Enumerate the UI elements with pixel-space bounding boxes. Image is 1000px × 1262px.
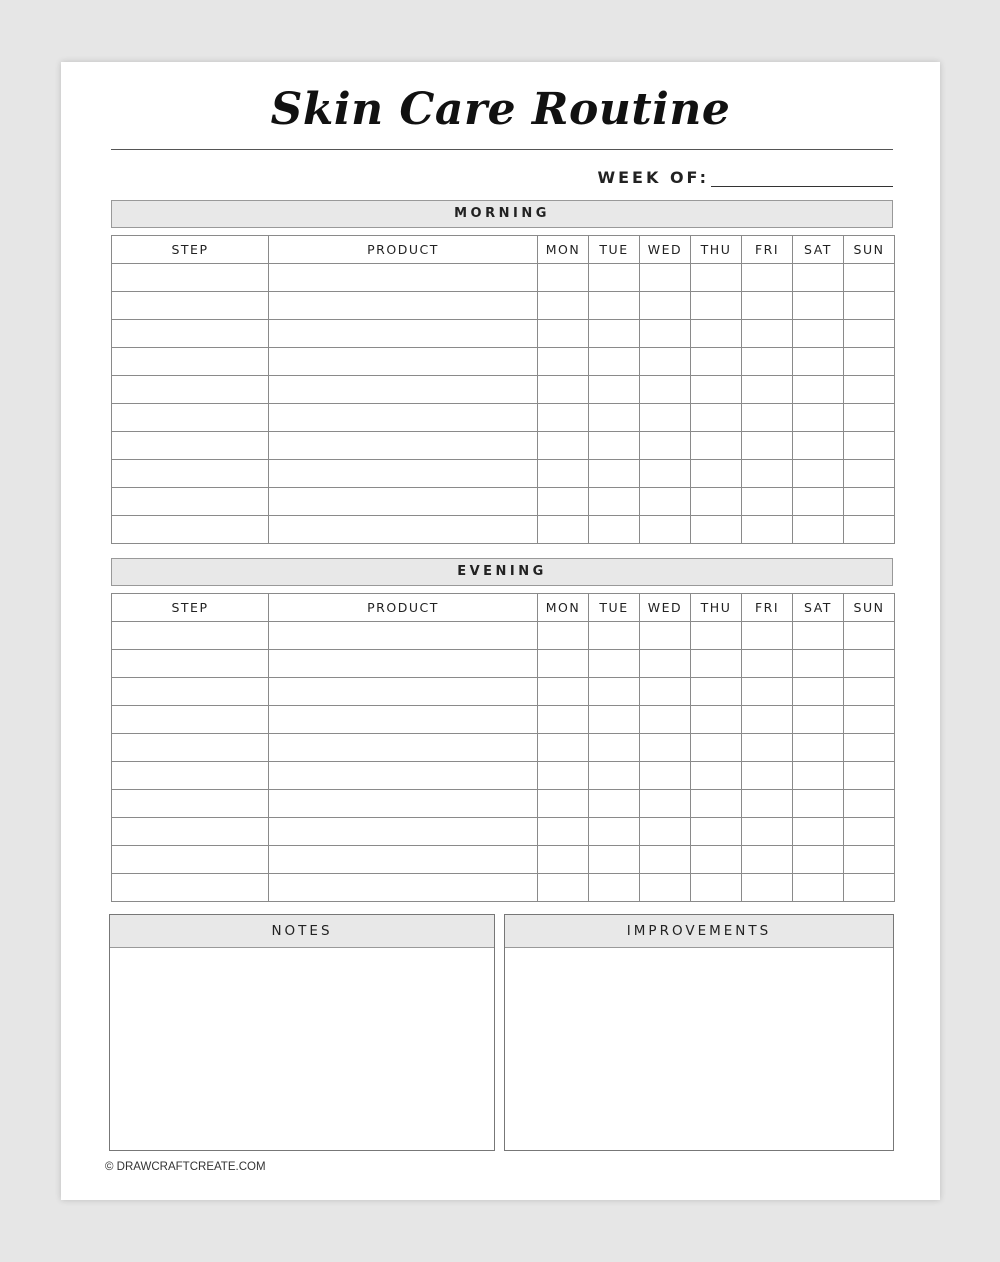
cell-product[interactable] — [269, 846, 538, 874]
cell-wed[interactable] — [640, 846, 691, 874]
cell-product[interactable] — [269, 488, 538, 516]
cell-product[interactable] — [269, 874, 538, 902]
cell-fri[interactable] — [742, 488, 793, 516]
cell-thu[interactable] — [691, 348, 742, 376]
cell-step[interactable] — [112, 488, 269, 516]
cell-sat[interactable] — [793, 818, 844, 846]
cell-sat[interactable] — [793, 404, 844, 432]
cell-mon[interactable] — [538, 432, 589, 460]
cell-product[interactable] — [269, 622, 538, 650]
cell-fri[interactable] — [742, 622, 793, 650]
cell-fri[interactable] — [742, 818, 793, 846]
cell-tue[interactable] — [589, 874, 640, 902]
cell-fri[interactable] — [742, 264, 793, 292]
table-row — [112, 432, 895, 460]
cell-tue[interactable] — [589, 516, 640, 544]
cell-product[interactable] — [269, 404, 538, 432]
cell-thu[interactable] — [691, 706, 742, 734]
cell-fri[interactable] — [742, 846, 793, 874]
cell-product[interactable] — [269, 460, 538, 488]
copyright-footer: © DRAWCRAFTCREATE.COM — [105, 1161, 266, 1173]
cell-thu[interactable] — [691, 818, 742, 846]
cell-product[interactable] — [269, 790, 538, 818]
column-header-sat: SAT — [793, 594, 844, 622]
cell-thu[interactable] — [691, 622, 742, 650]
cell-wed[interactable] — [640, 432, 691, 460]
table-row — [112, 790, 895, 818]
cell-step[interactable] — [112, 790, 269, 818]
column-header-product: PRODUCT — [269, 594, 538, 622]
improvements-header: IMPROVEMENTS — [505, 915, 893, 948]
cell-fri[interactable] — [742, 790, 793, 818]
cell-fri[interactable] — [742, 706, 793, 734]
cell-sun[interactable] — [844, 790, 895, 818]
table-row — [112, 404, 895, 432]
column-header-fri: FRI — [742, 594, 793, 622]
cell-sun[interactable] — [844, 376, 895, 404]
cell-product[interactable] — [269, 762, 538, 790]
cell-thu[interactable] — [691, 376, 742, 404]
cell-product[interactable] — [269, 734, 538, 762]
cell-step[interactable] — [112, 320, 269, 348]
cell-fri[interactable] — [742, 292, 793, 320]
column-header-step: STEP — [112, 594, 269, 622]
cell-tue[interactable] — [589, 706, 640, 734]
cell-thu[interactable] — [691, 678, 742, 706]
week-of-blank-line[interactable] — [711, 170, 893, 187]
cell-step[interactable] — [112, 516, 269, 544]
cell-product[interactable] — [269, 650, 538, 678]
cell-fri[interactable] — [742, 348, 793, 376]
cell-sat[interactable] — [793, 264, 844, 292]
cell-tue[interactable] — [589, 818, 640, 846]
cell-mon[interactable] — [538, 292, 589, 320]
cell-thu[interactable] — [691, 762, 742, 790]
cell-sat[interactable] — [793, 706, 844, 734]
morning-routine-table — [111, 235, 895, 544]
table-row — [112, 264, 895, 292]
cell-thu[interactable] — [691, 734, 742, 762]
cell-sat[interactable] — [793, 762, 844, 790]
column-header-product: PRODUCT — [269, 236, 538, 264]
cell-fri[interactable] — [742, 460, 793, 488]
cell-wed[interactable] — [640, 404, 691, 432]
column-header-wed: WED — [640, 594, 691, 622]
cell-wed[interactable] — [640, 818, 691, 846]
morning-section-header: MORNING — [111, 200, 893, 228]
table-row — [112, 762, 895, 790]
cell-sun[interactable] — [844, 404, 895, 432]
column-header-step: STEP — [112, 236, 269, 264]
cell-sun[interactable] — [844, 622, 895, 650]
cell-product[interactable] — [269, 516, 538, 544]
table-row — [112, 650, 895, 678]
cell-wed[interactable] — [640, 622, 691, 650]
cell-step[interactable] — [112, 292, 269, 320]
cell-sat[interactable] — [793, 678, 844, 706]
cell-sun[interactable] — [844, 734, 895, 762]
column-header-thu: THU — [691, 594, 742, 622]
column-header-sun: SUN — [844, 594, 895, 622]
table-row — [112, 678, 895, 706]
cell-tue[interactable] — [589, 488, 640, 516]
cell-thu[interactable] — [691, 404, 742, 432]
cell-tue[interactable] — [589, 622, 640, 650]
cell-sun[interactable] — [844, 488, 895, 516]
week-of-field — [597, 168, 893, 187]
cell-mon[interactable] — [538, 376, 589, 404]
cell-tue[interactable] — [589, 432, 640, 460]
cell-sun[interactable] — [844, 678, 895, 706]
cell-fri[interactable] — [742, 404, 793, 432]
cell-sun[interactable] — [844, 762, 895, 790]
cell-thu[interactable] — [691, 790, 742, 818]
cell-step[interactable] — [112, 264, 269, 292]
cell-sat[interactable] — [793, 650, 844, 678]
cell-thu[interactable] — [691, 516, 742, 544]
table-row — [112, 320, 895, 348]
title-divider — [111, 149, 893, 150]
cell-wed[interactable] — [640, 762, 691, 790]
cell-mon[interactable] — [538, 762, 589, 790]
cell-product[interactable] — [269, 818, 538, 846]
cell-step[interactable] — [112, 432, 269, 460]
cell-sat[interactable] — [793, 516, 844, 544]
cell-sat[interactable] — [793, 348, 844, 376]
cell-sun[interactable] — [844, 650, 895, 678]
cell-tue[interactable] — [589, 348, 640, 376]
cell-step[interactable] — [112, 460, 269, 488]
cell-mon[interactable] — [538, 790, 589, 818]
cell-mon[interactable] — [538, 348, 589, 376]
cell-mon[interactable] — [538, 818, 589, 846]
cell-tue[interactable] — [589, 650, 640, 678]
cell-mon[interactable] — [538, 264, 589, 292]
cell-fri[interactable] — [742, 762, 793, 790]
cell-mon[interactable] — [538, 404, 589, 432]
cell-step[interactable] — [112, 874, 269, 902]
cell-wed[interactable] — [640, 376, 691, 404]
cell-step[interactable] — [112, 622, 269, 650]
cell-product[interactable] — [269, 678, 538, 706]
cell-tue[interactable] — [589, 762, 640, 790]
cell-step[interactable] — [112, 678, 269, 706]
column-header-mon: MON — [538, 594, 589, 622]
cell-thu[interactable] — [691, 488, 742, 516]
cell-tue[interactable] — [589, 320, 640, 348]
cell-thu[interactable] — [691, 846, 742, 874]
column-header-fri: FRI — [742, 236, 793, 264]
cell-tue[interactable] — [589, 292, 640, 320]
cell-thu[interactable] — [691, 432, 742, 460]
cell-sun[interactable] — [844, 818, 895, 846]
cell-product[interactable] — [269, 376, 538, 404]
cell-step[interactable] — [112, 734, 269, 762]
cell-tue[interactable] — [589, 376, 640, 404]
cell-fri[interactable] — [742, 650, 793, 678]
column-header-tue: TUE — [589, 594, 640, 622]
cell-sun[interactable] — [844, 874, 895, 902]
cell-sun[interactable] — [844, 460, 895, 488]
cell-sat[interactable] — [793, 432, 844, 460]
cell-mon[interactable] — [538, 622, 589, 650]
cell-sun[interactable] — [844, 432, 895, 460]
improvements-box — [504, 914, 894, 1151]
cell-wed[interactable] — [640, 706, 691, 734]
cell-sat[interactable] — [793, 460, 844, 488]
cell-thu[interactable] — [691, 650, 742, 678]
cell-sat[interactable] — [793, 734, 844, 762]
table-row — [112, 516, 895, 544]
cell-tue[interactable] — [589, 734, 640, 762]
cell-step[interactable] — [112, 846, 269, 874]
table-header-row — [112, 236, 895, 264]
cell-sat[interactable] — [793, 846, 844, 874]
week-of-label: WEEK OF: — [597, 168, 709, 187]
cell-fri[interactable] — [742, 874, 793, 902]
table-row — [112, 460, 895, 488]
cell-sun[interactable] — [844, 320, 895, 348]
table-header-row — [112, 594, 895, 622]
cell-tue[interactable] — [589, 460, 640, 488]
cell-mon[interactable] — [538, 460, 589, 488]
table-row — [112, 874, 895, 902]
cell-fri[interactable] — [742, 678, 793, 706]
cell-fri[interactable] — [742, 734, 793, 762]
cell-wed[interactable] — [640, 650, 691, 678]
cell-mon[interactable] — [538, 650, 589, 678]
cell-product[interactable] — [269, 264, 538, 292]
table-row — [112, 488, 895, 516]
table-row — [112, 706, 895, 734]
cell-tue[interactable] — [589, 790, 640, 818]
cell-tue[interactable] — [589, 678, 640, 706]
page-title: Skin Care Routine — [270, 84, 731, 135]
cell-step[interactable] — [112, 706, 269, 734]
cell-sun[interactable] — [844, 516, 895, 544]
cell-sat[interactable] — [793, 376, 844, 404]
cell-mon[interactable] — [538, 874, 589, 902]
notes-header: NOTES — [110, 915, 494, 948]
cell-mon[interactable] — [538, 846, 589, 874]
cell-sun[interactable] — [844, 292, 895, 320]
cell-thu[interactable] — [691, 874, 742, 902]
cell-mon[interactable] — [538, 488, 589, 516]
cell-product[interactable] — [269, 292, 538, 320]
cell-mon[interactable] — [538, 678, 589, 706]
column-header-thu: THU — [691, 236, 742, 264]
cell-wed[interactable] — [640, 678, 691, 706]
cell-mon[interactable] — [538, 706, 589, 734]
cell-sat[interactable] — [793, 488, 844, 516]
cell-fri[interactable] — [742, 376, 793, 404]
cell-wed[interactable] — [640, 516, 691, 544]
cell-wed[interactable] — [640, 790, 691, 818]
column-header-mon: MON — [538, 236, 589, 264]
cell-step[interactable] — [112, 376, 269, 404]
cell-wed[interactable] — [640, 348, 691, 376]
notes-box — [109, 914, 495, 1151]
column-header-tue: TUE — [589, 236, 640, 264]
cell-sat[interactable] — [793, 790, 844, 818]
cell-mon[interactable] — [538, 320, 589, 348]
evening-section-header: EVENING — [111, 558, 893, 586]
cell-sat[interactable] — [793, 320, 844, 348]
cell-sun[interactable] — [844, 348, 895, 376]
cell-step[interactable] — [112, 762, 269, 790]
cell-sun[interactable] — [844, 264, 895, 292]
column-header-wed: WED — [640, 236, 691, 264]
cell-wed[interactable] — [640, 874, 691, 902]
table-row — [112, 846, 895, 874]
cell-sat[interactable] — [793, 292, 844, 320]
cell-sat[interactable] — [793, 622, 844, 650]
cell-wed[interactable] — [640, 264, 691, 292]
cell-thu[interactable] — [691, 264, 742, 292]
cell-fri[interactable] — [742, 432, 793, 460]
table-row — [112, 348, 895, 376]
cell-mon[interactable] — [538, 516, 589, 544]
cell-product[interactable] — [269, 706, 538, 734]
notes-writing-area[interactable] — [110, 948, 494, 1148]
cell-sun[interactable] — [844, 706, 895, 734]
evening-routine-table — [111, 593, 895, 902]
column-header-sat: SAT — [793, 236, 844, 264]
cell-product[interactable] — [269, 432, 538, 460]
cell-step[interactable] — [112, 818, 269, 846]
cell-fri[interactable] — [742, 516, 793, 544]
table-row — [112, 818, 895, 846]
cell-product[interactable] — [269, 320, 538, 348]
cell-sat[interactable] — [793, 874, 844, 902]
table-row — [112, 292, 895, 320]
table-row — [112, 734, 895, 762]
cell-product[interactable] — [269, 348, 538, 376]
cell-tue[interactable] — [589, 846, 640, 874]
column-header-sun: SUN — [844, 236, 895, 264]
cell-thu[interactable] — [691, 460, 742, 488]
cell-wed[interactable] — [640, 488, 691, 516]
cell-mon[interactable] — [538, 734, 589, 762]
cell-step[interactable] — [112, 650, 269, 678]
table-row — [112, 622, 895, 650]
cell-thu[interactable] — [691, 292, 742, 320]
cell-tue[interactable] — [589, 404, 640, 432]
cell-fri[interactable] — [742, 320, 793, 348]
improvements-writing-area[interactable] — [505, 948, 893, 1148]
cell-thu[interactable] — [691, 320, 742, 348]
cell-step[interactable] — [112, 404, 269, 432]
planner-page — [61, 62, 940, 1200]
cell-wed[interactable] — [640, 320, 691, 348]
table-row — [112, 376, 895, 404]
cell-wed[interactable] — [640, 460, 691, 488]
cell-wed[interactable] — [640, 734, 691, 762]
cell-step[interactable] — [112, 348, 269, 376]
cell-sun[interactable] — [844, 846, 895, 874]
cell-wed[interactable] — [640, 292, 691, 320]
cell-tue[interactable] — [589, 264, 640, 292]
